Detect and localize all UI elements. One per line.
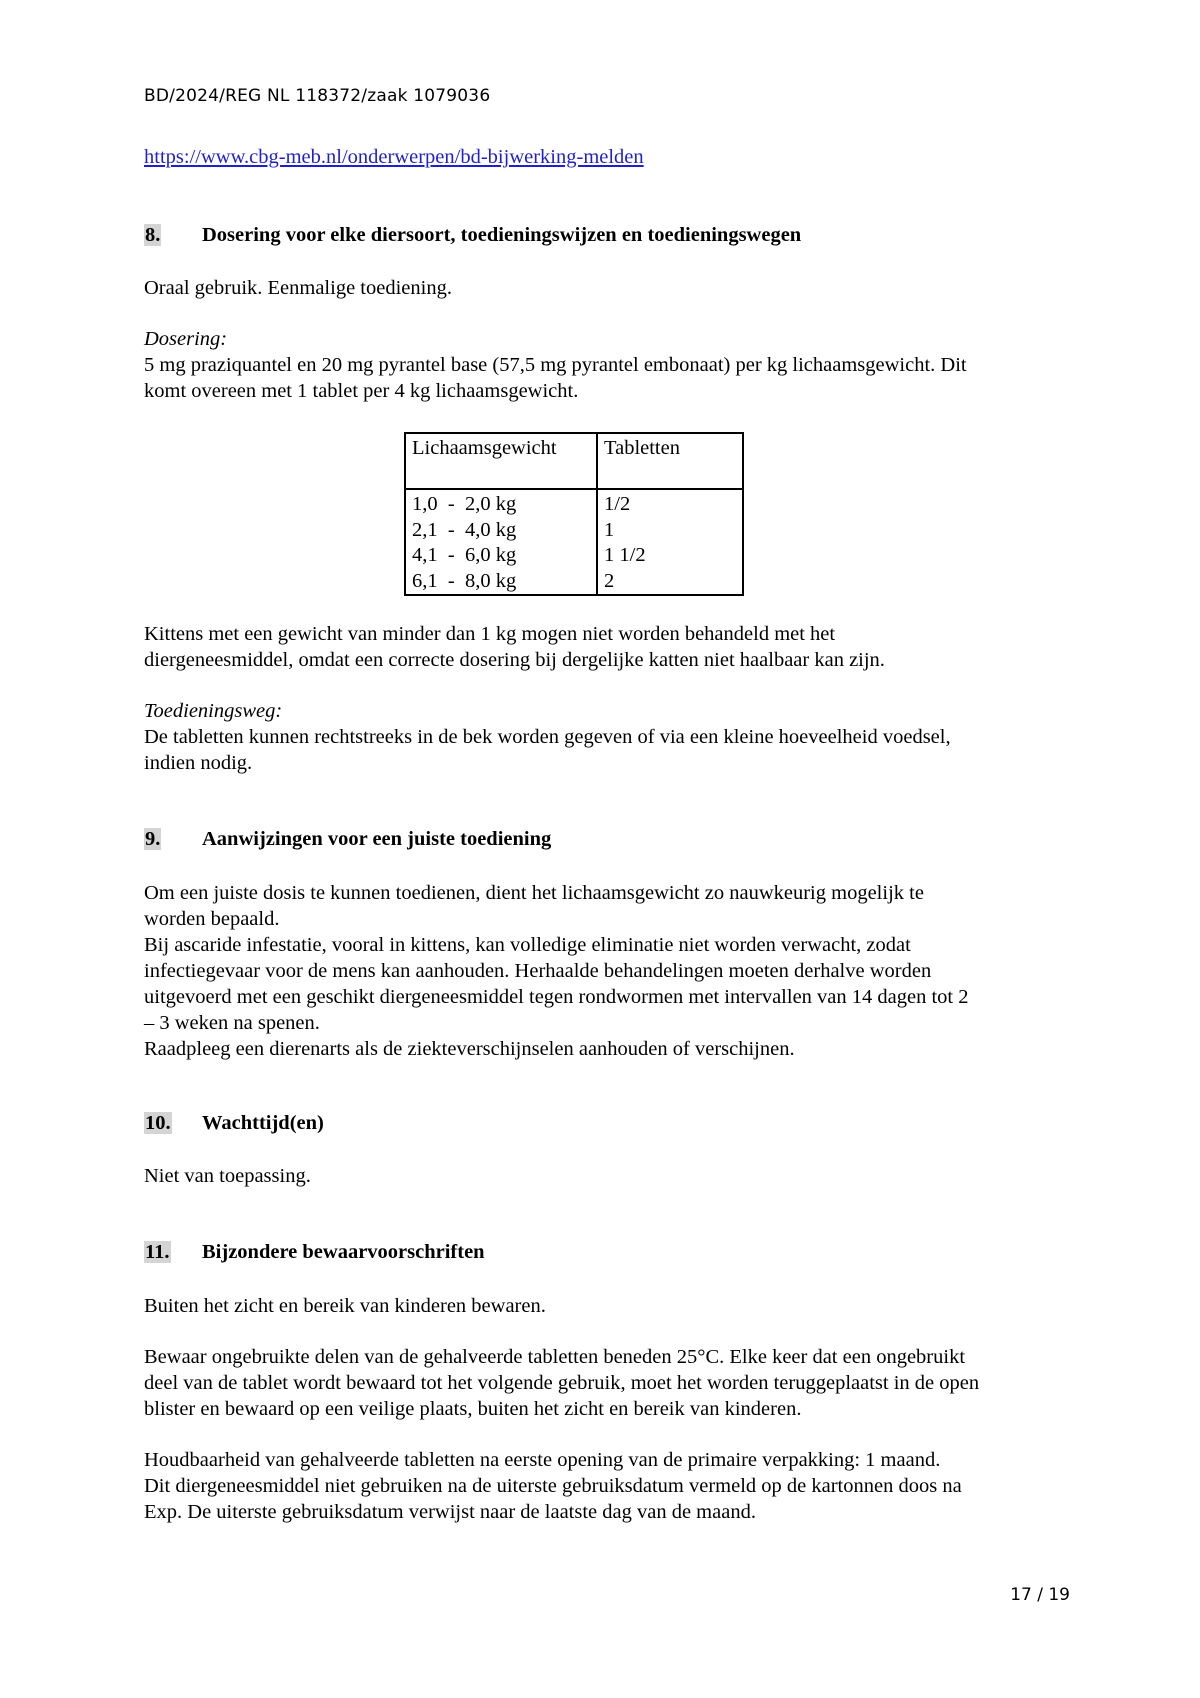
table-cell: 4,1 - 6,0 kg [412, 544, 517, 566]
table-tablets-column [604, 492, 646, 594]
section-title: Wachttijd(en) [202, 1112, 324, 1134]
section-number: 9. [145, 828, 161, 850]
paragraph-line: Bij ascaride infestatie, vooral in kittens, kan volledige eliminatie niet worden verwacht, zodat [144, 934, 911, 956]
section-number: 8. [145, 224, 161, 246]
toedieningsweg-label: Toedieningsweg: [144, 700, 283, 722]
document-reference: BD/2024/REG NL 118372/zaak 1079036 [144, 86, 491, 106]
section-title: Aanwijzingen voor een juiste toediening [202, 828, 552, 850]
paragraph-line: uitgevoerd met een geschikt diergeneesmiddel tegen rondwormen met intervallen van 14 dagen tot 2 [144, 986, 969, 1008]
table-cell: 2,1 - 4,0 kg [412, 518, 517, 541]
table-header-weight: Lichaamsgewicht [412, 437, 557, 459]
paragraph-line: Bewaar ongebruikte delen van de gehalveerde tabletten beneden 25°C. Elke keer dat een ongebruikt [144, 1346, 966, 1368]
paragraph-line: Exp. De uiterste gebruiksdatum verwijst naar de laatste dag van de maand. [144, 1501, 756, 1523]
table-header-tablets: Tabletten [604, 437, 680, 459]
section-title: Dosering voor elke diersoort, toedieningswijzen en toedieningswegen [202, 224, 802, 246]
paragraph-line: Om een juiste dosis te kunnen toedienen, dient het lichaamsgewicht zo nauwkeurig mogelijk te [144, 882, 924, 904]
table-cell: 6,1 - 8,0 kg [412, 569, 517, 592]
paragraph: Oraal gebruik. Eenmalige toediening. [144, 277, 452, 299]
page-number: 17 / 19 [1010, 1585, 1070, 1605]
section-number: 10. [145, 1112, 171, 1134]
section-8-heading [144, 224, 801, 247]
table-cell: 1,0 - 2,0 kg [412, 493, 517, 515]
paragraph: Buiten het zicht en bereik van kinderen bewaren. [144, 1295, 546, 1317]
paragraph-line: komt overeen met 1 tablet per 4 kg lichaamsgewicht. [144, 380, 579, 402]
section-title: Bijzondere bewaarvoorschriften [202, 1241, 485, 1263]
table-cell: 1/2 [604, 493, 631, 515]
section-11-heading [144, 1241, 485, 1264]
paragraph-line: De tabletten kunnen rechtstreeks in de bek worden gegeven of via een kleine hoeveelheid voedsel, [144, 726, 951, 748]
paragraph-line: Houdbaarheid van gehalveerde tabletten na eerste opening van de primaire verpakking: 1 maand. [144, 1449, 941, 1471]
paragraph-line: worden bepaald. [144, 908, 280, 930]
dosage-table [404, 432, 744, 596]
paragraph-line: diergeneesmiddel, omdat een correcte dosering bij dergelijke katten niet haalbaar kan zijn. [144, 649, 885, 671]
paragraph-line: Raadpleeg een dierenarts als de ziekteverschijnselen aanhouden of verschijnen. [144, 1038, 795, 1060]
section-number: 11. [145, 1241, 170, 1263]
report-side-effect-link[interactable]: https://www.cbg-meb.nl/onderwerpen/bd-bijwerking-melden [144, 146, 644, 168]
section-10-heading [144, 1112, 324, 1135]
paragraph-line: Dit diergeneesmiddel niet gebruiken na de uiterste gebruiksdatum vermeld op de kartonnen doos na [144, 1475, 962, 1497]
table-cell: 2 [604, 569, 615, 592]
paragraph-line: – 3 weken na spenen. [144, 1012, 320, 1034]
table-weight-column [412, 492, 516, 594]
paragraph-line: 5 mg praziquantel en 20 mg pyrantel base (57,5 mg pyrantel embonaat) per kg lichaamsgewicht. Dit [144, 354, 967, 376]
paragraph-line: blister en bewaard op een veilige plaats, buiten het zicht en bereik van kinderen. [144, 1398, 802, 1420]
table-cell: 1 1/2 [604, 544, 646, 566]
paragraph-line: Kittens met een gewicht van minder dan 1 kg mogen niet worden behandeld met het [144, 623, 836, 645]
paragraph: Niet van toepassing. [144, 1165, 311, 1187]
table-cell: 1 [604, 518, 615, 541]
paragraph-line: infectiegevaar voor de mens kan aanhouden. Herhaalde behandelingen moeten derhalve worden [144, 960, 932, 982]
paragraph-line: indien nodig. [144, 752, 253, 774]
dosering-label: Dosering: [144, 328, 228, 350]
paragraph-line: deel van de tablet wordt bewaard tot het volgende gebruik, moet het worden teruggeplaatst in de open [144, 1372, 980, 1394]
section-9-heading [144, 828, 551, 851]
table-header-divider [406, 488, 742, 490]
